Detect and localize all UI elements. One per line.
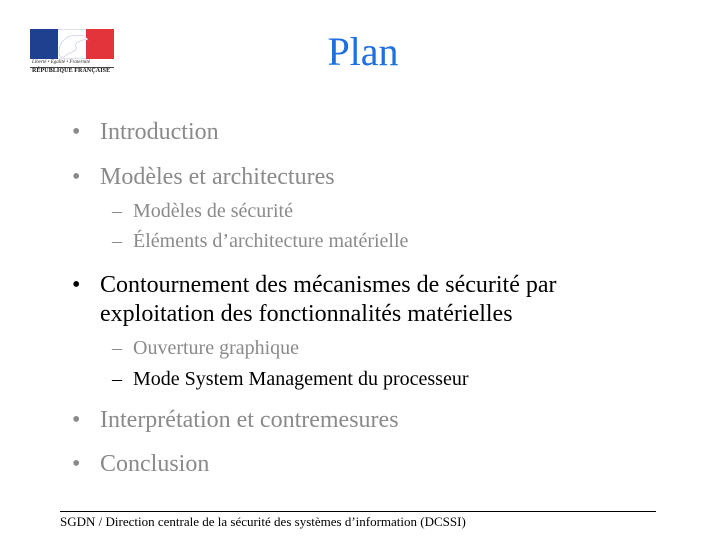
outline-subitem: Ouverture graphique	[133, 337, 300, 359]
bullet-icon: •	[72, 119, 81, 145]
dash-bullet-icon: –	[112, 368, 122, 390]
outline-item: exploitation des fonctionnalités matérielles	[100, 301, 513, 327]
outline-subitem: Modèles de sécurité	[133, 200, 293, 222]
dash-bullet-icon: –	[112, 200, 122, 222]
slide-footer: SGDN / Direction centrale de la sécurité des systèmes d’information (DCSSI)	[60, 514, 466, 529]
dash-bullet-icon: –	[112, 230, 122, 252]
logo-name: RÉPUBLIQUE FRANÇAISE	[32, 68, 111, 74]
outline-item: Introduction	[100, 119, 219, 145]
slide-title: Plan	[327, 29, 399, 74]
bullet-icon: •	[72, 407, 81, 433]
outline-subitem: Éléments d’architecture matérielle	[133, 230, 409, 252]
outline-item: Contournement des mécanismes de sécurité par	[100, 272, 557, 298]
dash-bullet-icon: –	[112, 337, 122, 359]
outline-item: Interprétation et contremesures	[100, 407, 399, 433]
footer-divider	[60, 511, 656, 512]
marianne-profile-icon	[52, 31, 92, 59]
outline-item: Conclusion	[100, 451, 210, 477]
outline-subitem: Mode System Management du processeur	[133, 368, 469, 390]
outline-item: Modèles et architectures	[100, 164, 335, 190]
bullet-icon: •	[72, 164, 81, 190]
logo-motto: Liberté • Égalité • Fraternité	[32, 60, 90, 65]
republique-francaise-logo	[30, 29, 114, 79]
bullet-icon: •	[72, 451, 81, 477]
bullet-icon: •	[72, 272, 81, 298]
